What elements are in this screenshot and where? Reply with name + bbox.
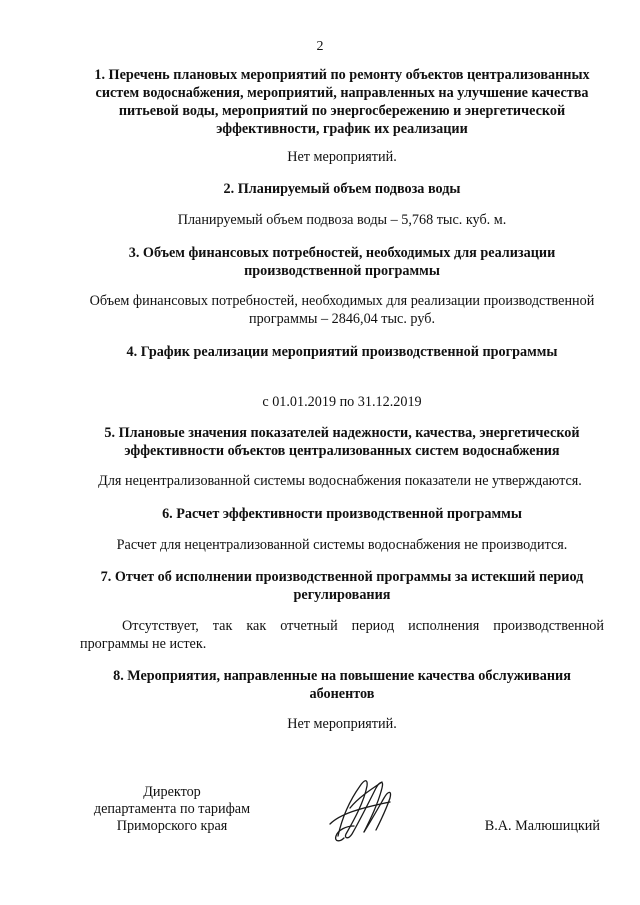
section-3-text: Объем финансовых потребностей, необходимых для реализации производственной программы – 2846,04 тыс. руб. [89,293,595,327]
section-7-heading: 7. Отчет об исполнении производственной программы за истекший период регулирования [100,569,584,603]
section-4-heading: 4. График реализации мероприятий производственной программы [126,344,558,360]
section-6-text: Расчет для нецентрализованной системы водоснабжения не производится. [116,537,568,553]
page-number: 2 [316,39,324,54]
handwritten-signature [320,768,410,848]
signatory-name: В.А. Малюшицкий [484,818,600,834]
section-3-heading: 3. Объем финансовых потребностей, необходимых для реализации производственной программы [128,245,556,279]
section-8-text: Нет мероприятий. [287,716,397,732]
signatory-position-line-1: Директор [143,784,201,800]
section-1-heading: 1. Перечень плановых мероприятий по ремонту объектов централизованных систем водоснабжения, мероприятий, направленных на улучшение качества питьевой воды, мероприятий по энергосбережению и энергетической эффективности, график их реализации [94,67,590,137]
signatory-position-line-3: Приморского края [116,818,228,834]
signatory-position-line-2: департамента по тарифам [93,801,251,817]
signatory-position [82,784,262,835]
section-8-heading: 8. Мероприятия, направленные на повышение качества обслуживания абонентов [113,668,571,702]
section-5-text: Для нецентрализованной системы водоснабжения показатели не утверждаются. [98,473,582,489]
section-7-text: Отсутствует, так как отчетный период исполнения производственной программы не истек. [80,618,604,652]
section-4-text: с 01.01.2019 по 31.12.2019 [262,394,422,410]
section-6-heading: 6. Расчет эффективности производственной программы [162,506,522,522]
section-5-heading: 5. Плановые значения показателей надежности, качества, энергетической эффективности объектов централизованных систем водоснабжения [104,425,580,459]
section-2-text: Планируемый объем подвоза воды – 5,768 тыс. куб. м. [177,212,507,228]
section-2-heading: 2. Планируемый объем подвоза воды [223,181,461,197]
section-1-text: Нет мероприятий. [287,149,397,165]
